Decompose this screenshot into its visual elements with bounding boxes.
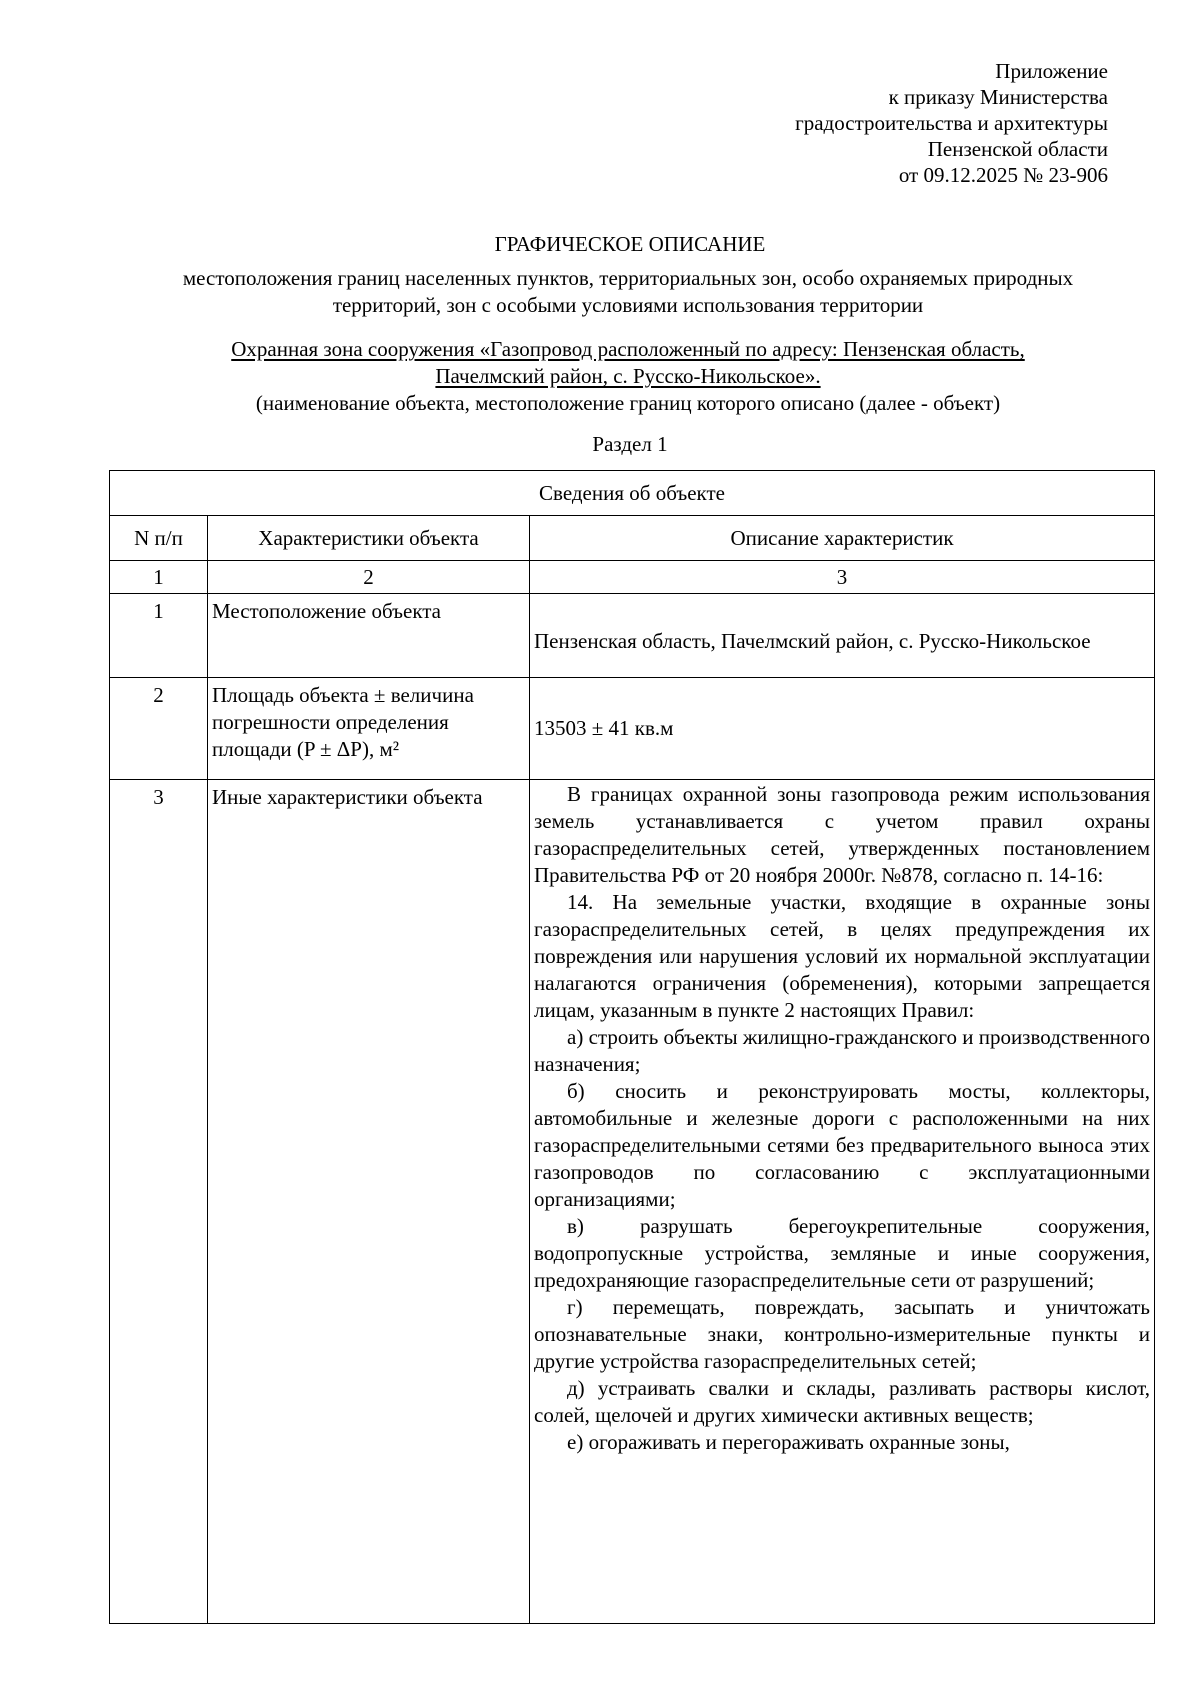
row-1-description: Пензенская область, Пачелмский район, с. Русско-Никольское [530,594,1155,678]
restriction-paragraph: 14. На земельные участки, входящие в охранные зоны газораспределительных сетей, в целях предупреждения их повреждения или нарушения условий их нормальной эксплуатации налагаются ограничения (обременения), которыми запрещается лицам, указанным в пункте 2 настоящих Правил: [534,890,1150,1022]
table-row [110,594,1155,678]
row-2-description: 13503 ± 41 кв.м [530,678,1155,780]
object-info-table [109,470,1155,1624]
document-subtitle [108,265,1148,319]
row-2-num: 2 [110,678,208,780]
row-3-characteristic: Иные характеристики объекта [208,780,530,1624]
col-number-3: 3 [530,561,1155,594]
header-description: Описание характеристик [530,516,1155,561]
row-3-num: 3 [110,780,208,1624]
restriction-paragraph: г) перемещать, повреждать, засыпать и уничтожать опознавательные знаки, контрольно-измерительные пункты и другие устройства газораспределительных сетей; [534,1295,1150,1373]
object-name-line-2: Пачелмский район, с. Русско-Никольское». [435,364,821,388]
restriction-paragraph: в) разрушать берегоукрепительные сооружения, водопропускные устройства, земляные и иные сооружения, предохраняющие газораспределительные сети от разрушений; [534,1214,1150,1292]
header-characteristic: Характеристики объекта [208,516,530,561]
subtitle-line-1: местоположения границ населенных пунктов, территориальных зон, особо охраняемых природных [182,266,1074,290]
col-number-2: 2 [208,561,530,594]
row-2-characteristic: Площадь объекта ± величина погрешности определения площади (P ± ΔP), м² [208,678,530,780]
approval-header [608,58,1108,188]
section-label: Раздел 1 [592,432,668,456]
restriction-paragraph: В границах охранной зоны газопровода режим использования земель устанавливается с учетом правил охраны газораспределительных сетей, утвержденных постановлением Правительства РФ от 20 ноября 2000г. №878, согласно п. 14-16: [534,782,1150,887]
header-line-region: Пензенской области [927,137,1108,161]
restriction-paragraph: е) огораживать и перегораживать охранные зоны, [567,1430,1010,1454]
header-num: N п/п [110,516,208,561]
restriction-paragraph: д) устраивать свалки и склады, разливать растворы кислот, солей, щелочей и других химически активных веществ; [534,1376,1150,1427]
object-name-caption: (наименование объекта, местоположение границ которого описано (далее - объект) [255,391,1001,415]
object-name-line-1: Охранная зона сооружения «Газопровод расположенный по адресу: Пензенская область, [231,337,1025,361]
header-line-ministry: градостроительства и архитектуры [795,111,1108,135]
row-3-description [530,780,1155,1624]
table-title: Сведения об объекте [110,471,1155,516]
table-row [110,678,1155,780]
document-title: ГРАФИЧЕСКОЕ ОПИСАНИЕ [494,232,766,256]
col-number-1: 1 [110,561,208,594]
row-1-characteristic: Местоположение объекта [208,594,530,678]
subtitle-line-2: территорий, зон с особыми условиями использования территории [332,293,924,317]
table-row [110,780,1155,1624]
header-line-date: от 09.12.2025 № 23-906 [898,163,1108,187]
restriction-paragraph: а) строить объекты жилищно-гражданского и производственного назначения; [534,1025,1150,1076]
row-1-num: 1 [110,594,208,678]
restriction-paragraph: б) сносить и реконструировать мосты, коллекторы, автомобильные и железные дороги с расположенными на них газораспределительными сетями без предварительного выноса этих газопроводов по согласованию с эксплуатационными организациями; [534,1079,1150,1211]
header-line-appendix: Приложение [995,59,1108,83]
header-line-order: к приказу Министерства [888,85,1108,109]
object-name-block [108,336,1148,417]
